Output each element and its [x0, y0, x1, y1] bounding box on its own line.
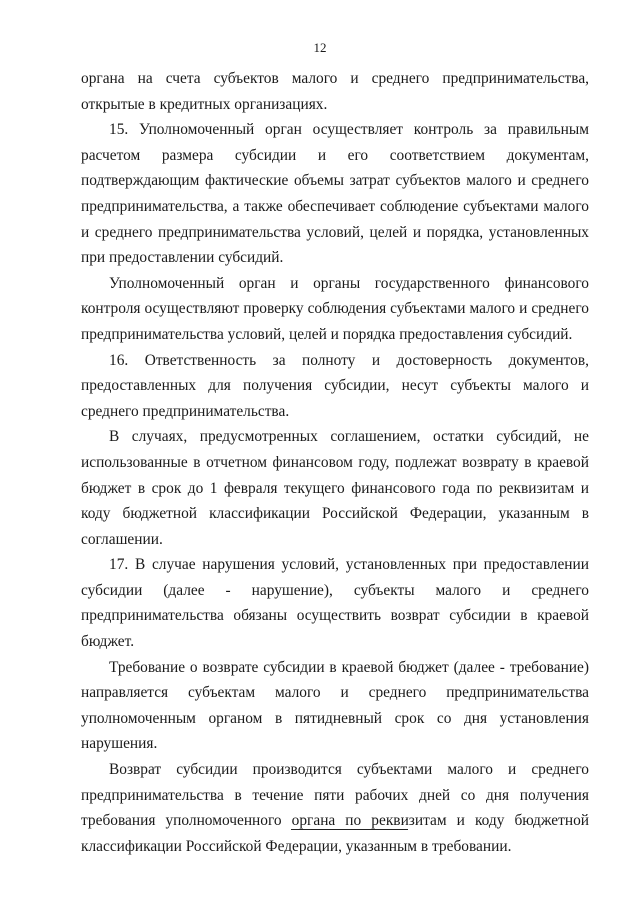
- paragraph-17-return: Возврат субсидии производится субъектами малого и среднего предпринимательства в течение пяти рабочих дней со дня получения требования уполномоченного органа по реквизитам и коду бюджетной классификации Российской Федерации, указанным в требовании.: [81, 761, 589, 855]
- paragraph-15: 15. Уполномоченный орган осуществляет контроль за правильным расчетом размера субсидии и его соответствием документам, подтверждающим фактические объемы затрат субъектов малого и среднего предпринимательства, а также обеспечивает соблюдение субъектами малого и среднего предпринимательства условий, целей и порядка, установленных при предоставлении субсидий.: [81, 121, 589, 267]
- paragraph-17-demand: Требование о возврате субсидии в краевой бюджет (далее - требование) направляется субъектам малого и среднего предпринимательства уполномоченным органом в пятидневный срок со дня установления нарушения.: [81, 658, 589, 753]
- paragraph-16-remainder: В случаях, предусмотренных соглашением, остатки субсидий, не использованные в отчетном финансовом году, подлежат возврату в краевой бюджет в срок до 1 февраля текущего финансового года по реквизитам и коду бюджетной классификации Российской Федерации, указанным в соглашении.: [81, 428, 589, 548]
- paragraph-continuation: органа на счета субъектов малого и среднего предпринимательства, открытые в кредитных организациях.: [81, 70, 589, 113]
- paragraph-17: 17. В случае нарушения условий, установленных при предоставлении субсидии (далее - нарушение), субъекты малого и среднего предпринимательства обязаны осуществить возврат субсидии в краевой бюджет.: [81, 556, 589, 651]
- end-rule-divider: [291, 829, 408, 830]
- paragraph-15-control: Уполномоченный орган и органы государственного финансового контроля осуществляют проверку соблюдения субъектами малого и среднего предпринимательства условий, целей и порядка предоставления субсидий.: [81, 274, 589, 343]
- page-number: 12: [313, 40, 327, 55]
- document-body: [81, 66, 589, 859]
- paragraph-16: 16. Ответственность за полноту и достоверность документов, предоставленных для получения субсидии, несут субъекты малого и среднего предпринимательства.: [81, 351, 589, 420]
